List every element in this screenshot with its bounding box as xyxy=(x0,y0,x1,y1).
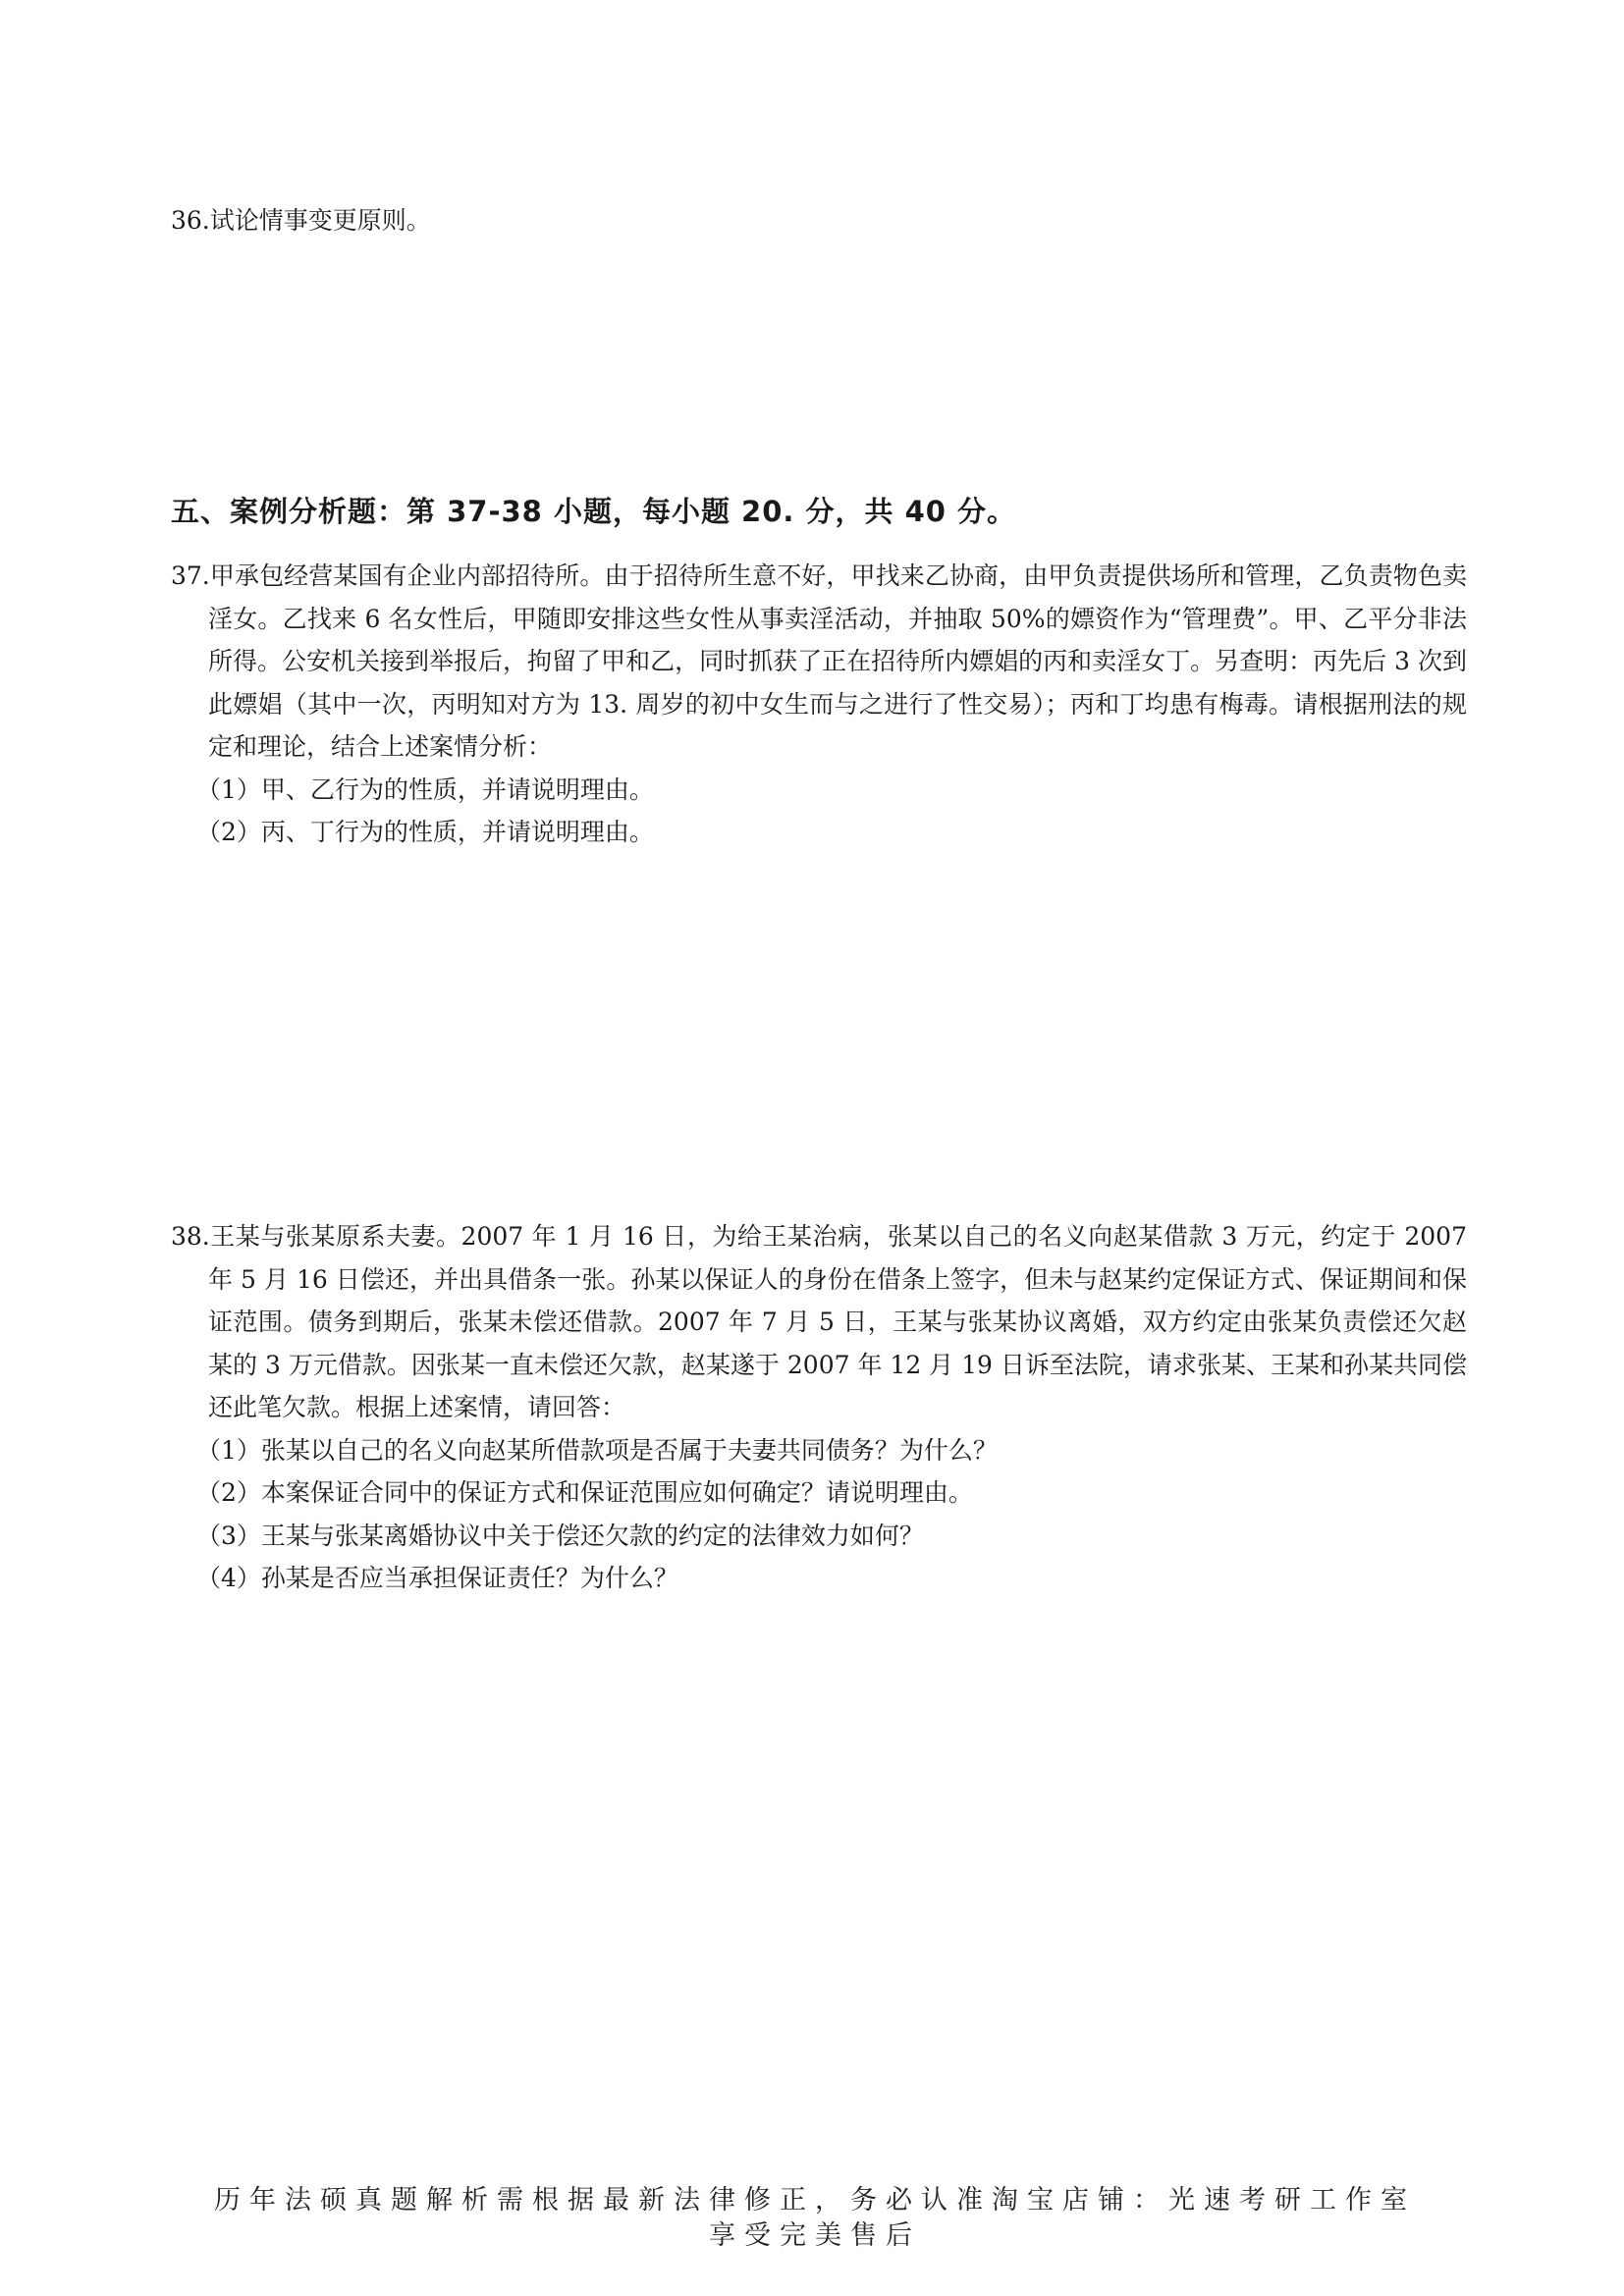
question-38-subquestions xyxy=(171,1429,1467,1600)
page-footer xyxy=(128,2183,1502,2254)
footer-notice: 历年法硕真题解析需根据最新法律修正，务必认准淘宝店铺：光速考研工作室 xyxy=(214,2185,1416,2216)
question-36: 36.试论情事变更原则。 xyxy=(171,206,431,235)
subquestion-item: （1）甲、乙行为的性质，并请说明理由。 xyxy=(196,774,654,804)
section-5-heading: 五、案例分析题：第 37-38 小题，每小题 20. 分，共 40 分。 xyxy=(171,495,1017,528)
subquestion-item: （4）孙某是否应当承担保证责任？为什么？ xyxy=(196,1564,678,1592)
question-38 xyxy=(171,1215,1467,1600)
question-37 xyxy=(171,555,1467,854)
subquestion-item: （2）丙、丁行为的性质，并请说明理由。 xyxy=(196,818,654,846)
subquestion-item: （3）王某与张某离婚协议中关于偿还欠款的约定的法律效力如何？ xyxy=(196,1521,924,1550)
question-37-body: 37.甲承包经营某国有企业内部招待所。由于招待所生意不好，甲找来乙协商，由甲负责提供场所和管理，乙负责物色卖淫女。乙找来 6 名女性后，甲随即安排这些女性从事卖淫活动，并抽取 50%的嫖资作为“管理费”。甲、乙平分非法所得。公安机关接到举报后，拘留了甲和乙，同时抓获了正在招待所内嫖娼的丙和卖淫女丁。另查明：丙先后 3 次到此嫖娼（其中一次，丙明知对方为 13. 周岁的初中女生而与之进行了性交易）；丙和丁均患有梅毒。请根据刑法的规定和理论，结合上述案情分析： xyxy=(171,561,1467,761)
question-38-body: 38.王某与张某原系夫妻。2007 年 1 月 16 日，为给王某治病，张某以自己的名义向赵某借款 3 万元，约定于 2007 年 5 月 16 日偿还，并出具借条一张。孙某以保证人的身份在借条上签字，但未与赵某约定保证方式、保证期间和保证范围。债务到期后，张某未偿还借款。2007 年 7 月 5 日，王某与张某协议离婚，双方约定由张某负责偿还欠赵某的 3 万元借款。因张某一直未偿还欠款，赵某遂于 2007 年 12 月 19 日诉至法院，请求张某、王某和孙某共同偿还此笔欠款。根据上述案情，请回答： xyxy=(171,1222,1467,1421)
subquestion-item: （2）本案保证合同中的保证方式和保证范围应如何确定？请说明理由。 xyxy=(196,1478,973,1507)
subquestion-item: （1）张某以自己的名义向赵某所借款项是否属于夫妻共同债务？为什么？ xyxy=(196,1435,998,1465)
question-37-subquestions xyxy=(171,769,1467,854)
footer-tagline: 享受完美售后 xyxy=(709,2220,921,2251)
